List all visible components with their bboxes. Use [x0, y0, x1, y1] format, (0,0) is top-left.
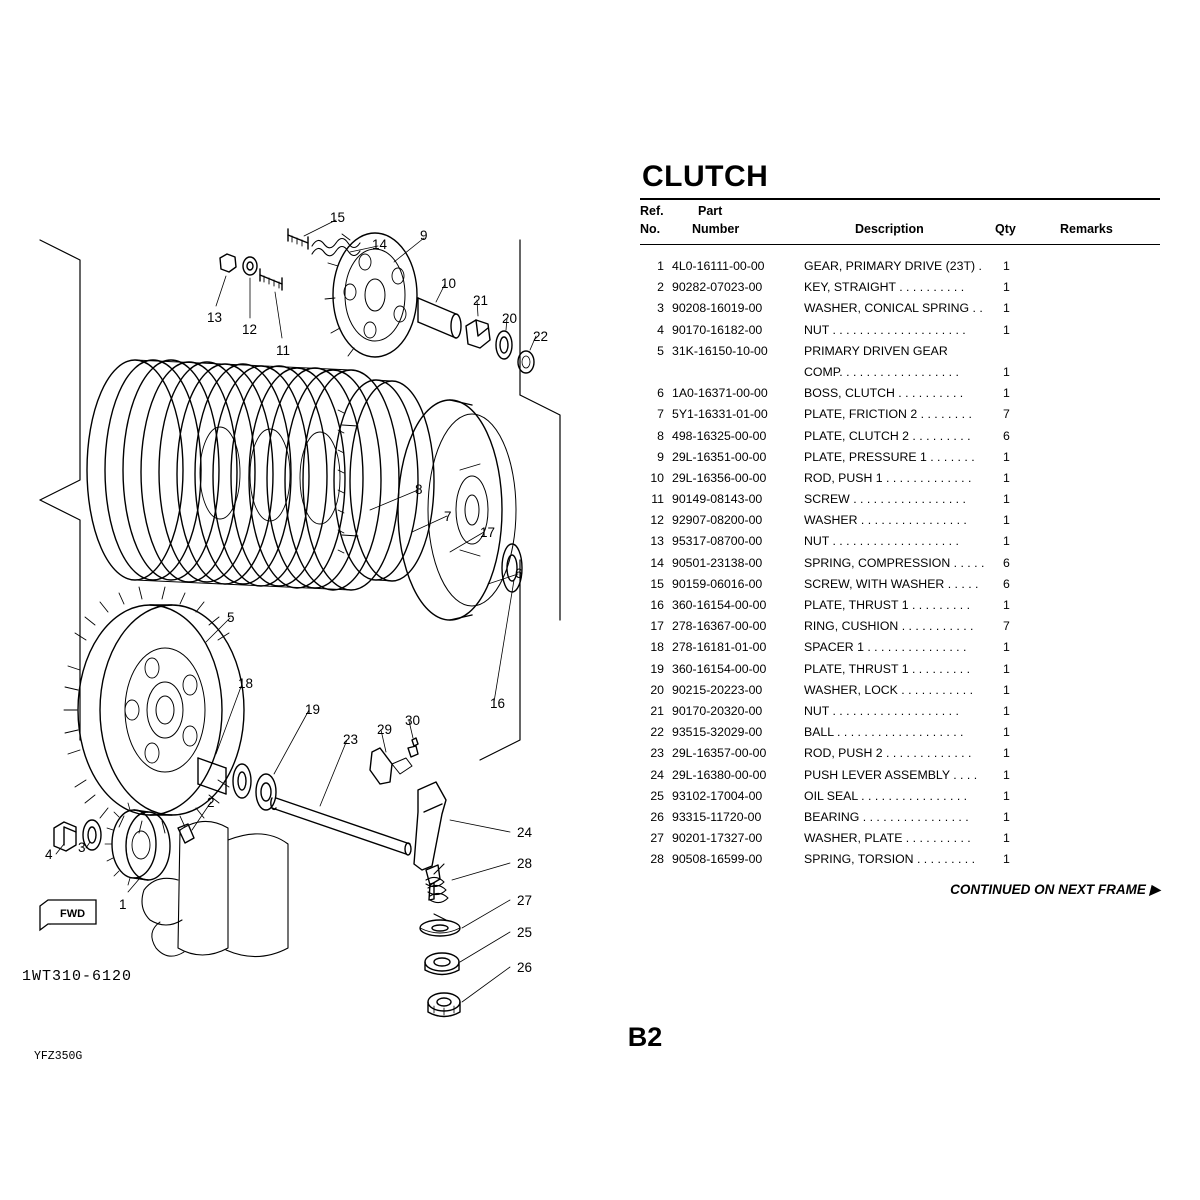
table-row [640, 789, 1160, 810]
header-part-line1: Part [698, 204, 723, 218]
cell-ref: 13 [650, 534, 664, 549]
exploded-diagram [20, 180, 620, 1020]
callout-9: 9 [420, 228, 428, 243]
table-row [640, 577, 1160, 598]
clutch-boss-part [334, 380, 434, 581]
callout-25: 25 [517, 925, 533, 940]
cell-description: NUT . . . . . . . . . . . . . . . . . . . [804, 703, 959, 718]
cell-qty: 1 [1003, 767, 1010, 782]
callout-11: 11 [276, 343, 291, 358]
cell-description: WASHER . . . . . . . . . . . . . . . . [804, 513, 967, 528]
cell-description: PLATE, CLUTCH 2 . . . . . . . . . [804, 428, 971, 443]
cell-part-number: 90149-08143-00 [672, 492, 763, 507]
table-row [640, 450, 1160, 471]
table-row [640, 344, 1160, 365]
table-row [640, 725, 1160, 746]
cell-part-number: 360-16154-00-00 [672, 661, 767, 676]
cell-ref: 19 [650, 661, 664, 676]
crank-stub-group [54, 803, 288, 957]
cell-ref: 3 [657, 301, 664, 316]
cell-ref: 18 [650, 640, 664, 655]
header-qty: Qty [995, 222, 1016, 236]
cell-qty: 1 [1003, 470, 1010, 485]
cell-part-number: 93102-17004-00 [672, 788, 763, 803]
header-remarks: Remarks [1060, 222, 1113, 236]
callout-18: 18 [238, 676, 254, 691]
table-row [640, 534, 1160, 555]
header-rule [640, 244, 1160, 245]
cell-description: PRIMARY DRIVEN GEAR [804, 343, 948, 358]
callout-7: 7 [444, 509, 452, 524]
cell-description: PLATE, PRESSURE 1 . . . . . . . [804, 449, 975, 464]
table-row [640, 768, 1160, 789]
cell-part-number: 90159-06016-00 [672, 576, 763, 591]
table-row [640, 323, 1160, 344]
table-row [640, 365, 1160, 386]
push-rod-1-group [418, 298, 534, 373]
header-ref-line2: No. [640, 222, 661, 236]
callout-23: 23 [343, 732, 359, 747]
table-row [640, 746, 1160, 767]
cell-qty: 1 [1003, 364, 1010, 379]
cell-ref: 20 [650, 682, 664, 697]
callout-13: 13 [207, 310, 223, 325]
header-description: Description [855, 222, 924, 236]
cell-description: GEAR, PRIMARY DRIVE (23T) . [804, 259, 982, 273]
cell-qty: 1 [1003, 492, 1010, 507]
cell-part-number: 5Y1-16331-01-00 [672, 407, 768, 422]
cell-description: PLATE, FRICTION 2 . . . . . . . . [804, 407, 972, 422]
cell-part-number: 90282-07023-00 [672, 280, 763, 295]
cell-ref: 6 [657, 386, 664, 401]
cell-description: PLATE, THRUST 1 . . . . . . . . . [804, 661, 971, 676]
cell-ref: 22 [650, 725, 664, 740]
table-row [640, 556, 1160, 577]
table-row [640, 513, 1160, 534]
cell-qty: 6 [1003, 428, 1010, 443]
svg-text:FWD: FWD [60, 908, 86, 920]
callout-26: 26 [517, 960, 533, 975]
table-row [640, 259, 1160, 280]
cell-part-number: 29L-16356-00-00 [672, 470, 767, 485]
cell-part-number: 90501-23138-00 [672, 555, 763, 570]
callout-17: 17 [480, 525, 496, 540]
cell-qty: 1 [1003, 449, 1010, 464]
cell-qty: 1 [1003, 703, 1010, 718]
cell-part-number: 90508-16599-00 [672, 852, 763, 867]
cell-qty: 1 [1003, 640, 1010, 655]
frame-brackets [40, 240, 560, 760]
cell-part-number: 90201-17327-00 [672, 831, 763, 846]
cell-part-number: 29L-16357-00-00 [672, 746, 767, 761]
cell-qty: 1 [1003, 725, 1010, 740]
cell-ref: 15 [650, 576, 664, 591]
cell-ref: 14 [650, 555, 664, 570]
callout-6: 6 [515, 566, 523, 581]
callout-28: 28 [517, 856, 533, 871]
parts-rows [640, 259, 1160, 873]
table-row [640, 662, 1160, 683]
cell-ref: 27 [650, 831, 664, 846]
cell-ref: 9 [657, 449, 664, 464]
cell-part-number: 90215-20223-00 [672, 682, 763, 697]
cell-part-number: 278-16181-01-00 [672, 640, 767, 655]
cell-ref: 28 [650, 852, 664, 867]
cell-description: OIL SEAL . . . . . . . . . . . . . . . . [804, 788, 968, 803]
table-row [640, 301, 1160, 322]
cell-description: ROD, PUSH 2 . . . . . . . . . . . . . [804, 746, 972, 761]
clutch-plate-stack [87, 360, 399, 590]
callout-1: 1 [119, 897, 127, 912]
cell-ref: 23 [650, 746, 664, 761]
cell-qty: 1 [1003, 831, 1010, 846]
cell-qty: 7 [1003, 619, 1010, 634]
cell-qty: 1 [1003, 852, 1010, 867]
cell-part-number: 90170-20320-00 [672, 703, 763, 718]
cell-ref: 11 [651, 492, 664, 507]
primary-driven-gear [64, 587, 244, 833]
header-ref-line1: Ref. [640, 204, 664, 218]
cell-ref: 16 [650, 598, 664, 612]
table-row [640, 852, 1160, 873]
screw-spring-group [220, 229, 360, 290]
cell-part-number: 95317-08700-00 [672, 534, 763, 549]
pressure-plate [325, 233, 417, 357]
callout-8: 8 [415, 482, 423, 497]
table-row [640, 280, 1160, 301]
cell-ref: 1 [657, 259, 664, 273]
table-row [640, 471, 1160, 492]
cell-ref: 10 [650, 470, 664, 485]
callout-15: 15 [330, 210, 346, 225]
cell-description: WASHER, PLATE . . . . . . . . . . [804, 831, 971, 846]
table-row [640, 429, 1160, 450]
cell-ref: 21 [650, 703, 664, 718]
cell-part-number: 93315-11720-00 [672, 809, 762, 824]
cell-ref: 8 [657, 428, 664, 443]
cell-ref: 17 [650, 619, 664, 634]
cell-description: ROD, PUSH 1 . . . . . . . . . . . . . [804, 470, 972, 485]
cell-part-number: 29L-16351-00-00 [672, 449, 767, 464]
cell-description: NUT . . . . . . . . . . . . . . . . . . . [804, 534, 959, 549]
callout-16: 16 [490, 696, 506, 711]
cell-description: PLATE, THRUST 1 . . . . . . . . . [804, 598, 971, 612]
cell-description: SCREW, WITH WASHER . . . . . [804, 576, 979, 591]
cell-part-number: 4L0-16111-00-00 [672, 259, 765, 273]
push-lever-assembly [370, 738, 446, 900]
cell-ref: 7 [657, 407, 664, 422]
cell-part-number: 278-16367-00-00 [672, 619, 767, 634]
page-title: CLUTCH [642, 160, 769, 193]
cell-ref: 12 [650, 513, 664, 528]
cell-ref: 24 [650, 767, 664, 782]
oil-seal-25 [425, 953, 459, 975]
cell-part-number: 90208-16019-00 [672, 301, 763, 316]
cell-description: COMP. . . . . . . . . . . . . . . . . . [804, 364, 959, 379]
cell-part-number: 1A0-16371-00-00 [672, 386, 768, 401]
cell-description: BOSS, CLUTCH . . . . . . . . . . [804, 386, 964, 401]
table-row [640, 810, 1160, 831]
cell-description: SPRING, COMPRESSION . . . . . [804, 555, 985, 570]
sheet-code: YFZ350G [34, 1050, 83, 1063]
bearing-26 [428, 993, 460, 1017]
cell-qty: 6 [1003, 555, 1010, 570]
cell-qty: 1 [1003, 301, 1010, 316]
cell-qty: 1 [1003, 534, 1010, 549]
cell-part-number: 498-16325-00-00 [672, 428, 767, 443]
washer-plate-27 [420, 920, 460, 936]
cell-part-number: 31K-16150-10-00 [672, 343, 768, 358]
cell-part-number: 90170-16182-00 [672, 322, 763, 337]
callout-24: 24 [517, 825, 533, 840]
cell-description: BALL . . . . . . . . . . . . . . . . . . . [804, 725, 964, 740]
cell-part-number: 93515-32029-00 [672, 725, 763, 740]
callout-21: 21 [473, 293, 489, 308]
cell-qty: 1 [1003, 682, 1010, 697]
table-header [640, 200, 1160, 244]
table-row [640, 704, 1160, 725]
cell-description: PUSH LEVER ASSEMBLY . . . . [804, 767, 978, 782]
cell-qty: 1 [1003, 386, 1010, 401]
table-row [640, 386, 1160, 407]
cell-ref: 5 [657, 343, 664, 358]
drawing-code: 1WT310-6120 [22, 968, 133, 985]
table-row [640, 492, 1160, 513]
cell-description: SPRING, TORSION . . . . . . . . . [804, 852, 976, 867]
table-row [640, 407, 1160, 428]
parts-table-panel [640, 160, 1160, 873]
table-row [640, 598, 1160, 619]
cell-description: RING, CUSHION . . . . . . . . . . . [804, 619, 974, 634]
cell-ref: 26 [650, 809, 664, 824]
cell-description: KEY, STRAIGHT . . . . . . . . . . [804, 280, 965, 295]
cell-part-number: 29L-16380-00-00 [672, 767, 767, 782]
cell-qty: 1 [1003, 746, 1010, 761]
table-row [640, 640, 1160, 661]
fwd-badge [38, 898, 102, 932]
callout-14: 14 [372, 237, 388, 252]
callout-30: 30 [405, 713, 421, 728]
page-code: B2 [627, 1022, 663, 1052]
cell-qty: 1 [1003, 598, 1010, 612]
table-row [640, 831, 1160, 852]
callout-19: 19 [305, 702, 321, 717]
table-row [640, 683, 1160, 704]
lever-hardware-stack [420, 864, 460, 1017]
cell-qty: 6 [1003, 576, 1010, 591]
cell-part-number: 360-16154-00-00 [672, 598, 767, 612]
cell-part-number: 92907-08200-00 [672, 513, 763, 528]
cell-qty: 7 [1003, 407, 1010, 422]
callout-5: 5 [227, 610, 235, 625]
callout-29: 29 [377, 722, 393, 737]
header-part-line2: Number [692, 222, 740, 236]
cell-qty: 1 [1003, 280, 1010, 295]
cell-ref: 2 [657, 280, 664, 295]
continued-note: CONTINUED ON NEXT FRAME ▶ [950, 882, 1160, 897]
cell-qty: 1 [1003, 322, 1010, 337]
table-row [640, 619, 1160, 640]
callout-20: 20 [502, 311, 518, 326]
cell-description: BEARING . . . . . . . . . . . . . . . . [804, 809, 969, 824]
callout-3: 3 [78, 840, 86, 855]
callout-22: 22 [533, 329, 549, 344]
cell-ref: 25 [650, 788, 664, 803]
cell-description: SPACER 1 . . . . . . . . . . . . . . . [804, 640, 967, 655]
cell-description: SCREW . . . . . . . . . . . . . . . . . [804, 492, 966, 507]
cell-description: WASHER, CONICAL SPRING . . [804, 301, 983, 316]
cell-qty: 1 [1003, 661, 1010, 676]
cell-ref: 4 [657, 322, 664, 337]
cell-description: NUT . . . . . . . . . . . . . . . . . . . . [804, 322, 966, 337]
cell-description: WASHER, LOCK . . . . . . . . . . . [804, 682, 973, 697]
callout-10: 10 [441, 276, 457, 291]
cell-qty: 1 [1003, 259, 1010, 273]
cell-qty: 1 [1003, 513, 1010, 528]
callout-4: 4 [45, 847, 53, 862]
cell-qty: 1 [1003, 809, 1010, 824]
callout-27: 27 [517, 893, 533, 908]
callout-12: 12 [242, 322, 258, 337]
cell-qty: 1 [1003, 788, 1010, 803]
callout-2: 2 [207, 795, 215, 810]
